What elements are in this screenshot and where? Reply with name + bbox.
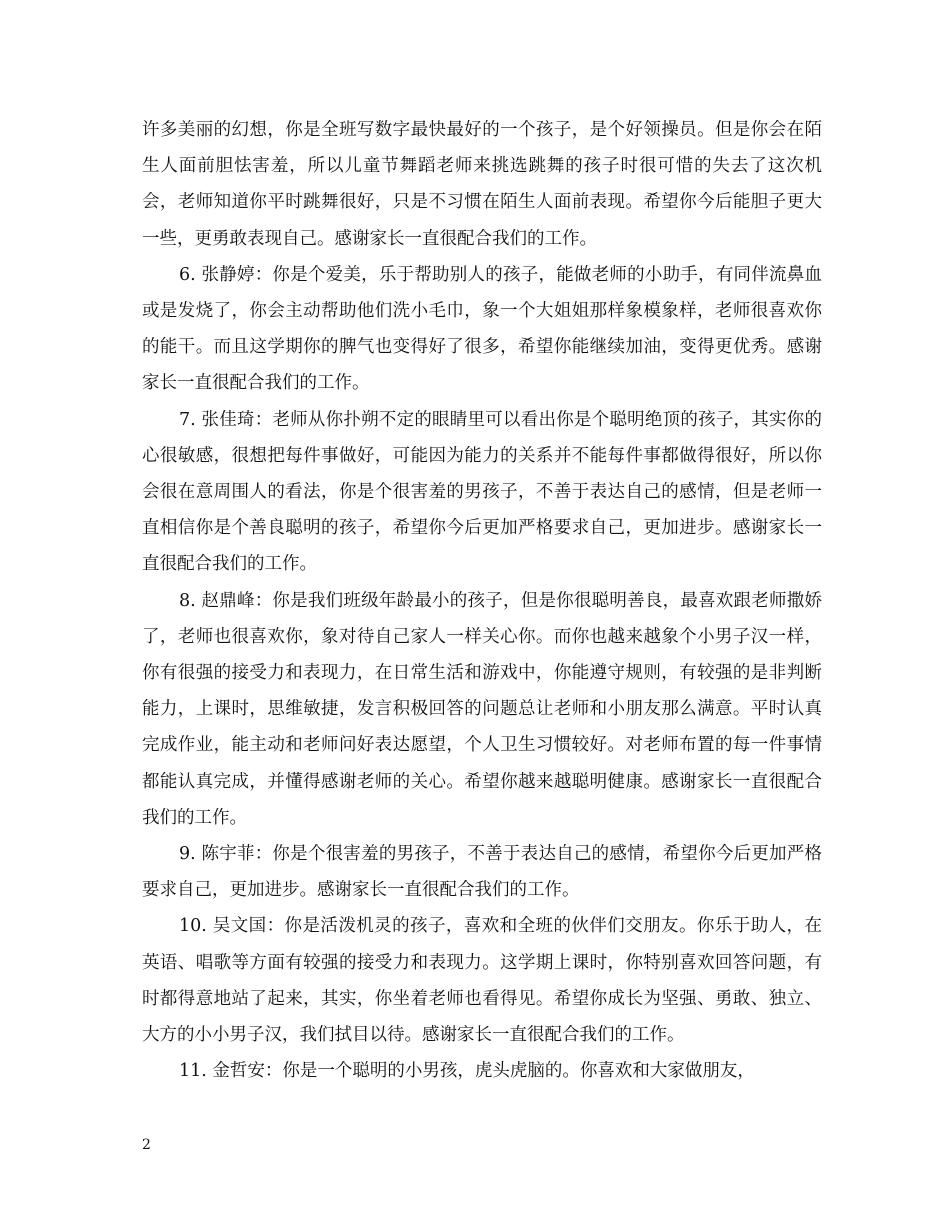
paragraph-comment-10: 10. 吴文国：你是活泼机灵的孩子，喜欢和全班的伙伴们交朋友。你乐于助人，在英语、唱歌等方面有较强的接受力和表现力。这学期上课时，你特别喜欢回答问题，有时都得意地站了起来，其实，你坐着老师也看得见。希望你成长为坚强、勇敢、独立、大方的小小男子汉，我们拭目以待。感谢家长一直很配合我们的工作。 <box>142 916 822 1046</box>
paragraph-comment-9: 9. 陈宇菲：你是个很害羞的男孩子，不善于表达自己的感情，希望你今后更加严格要求自己，更加进步。感谢家长一直很配合我们的工作。 <box>142 844 822 901</box>
body-text <box>142 112 822 1089</box>
paragraph-continuation: 许多美丽的幻想，你是全班写数字最快最好的一个孩子，是个好领操员。但是你会在陌生人面前胆怯害羞，所以儿童节舞蹈老师来挑选跳舞的孩子时很可惜的失去了这次机会，老师知道你平时跳舞很好，只是不习惯在陌生人面前表现。希望你今后能胆子更大一些，更勇敢表现自己。感谢家长一直很配合我们的工作。 <box>142 120 822 249</box>
paragraph-comment-11: 11. 金哲安：你是一个聪明的小男孩，虎头虎脑的。你喜欢和大家做朋友， <box>179 1061 755 1082</box>
paragraph-comment-7: 7. 张佳琦：老师从你扑朔不定的眼睛里可以看出你是个聪明绝顶的孩子，其实你的心很敏感，很想把每件事做好，可能因为能力的关系并不能每件事都做得很好，所以你会很在意周围人的看法，你是个很害羞的男孩子，不善于表达自己的感情，但是老师一直相信你是个善良聪明的孩子，希望你今后更加严格要求自己，更加进步。感谢家长一直很配合我们的工作。 <box>142 409 822 575</box>
paragraph-comment-6: 6. 张静婷：你是个爱美，乐于帮助别人的孩子，能做老师的小助手，有同伴流鼻血或是发烧了，你会主动帮助他们洗小毛巾，象一个大姐姐那样象模象样，老师很喜欢你的能干。而且这学期你的脾气也变得好了很多，希望你能继续加油，变得更优秀。感谢家长一直很配合我们的工作。 <box>142 264 822 394</box>
paragraph-comment-8: 8. 赵鼎峰：你是我们班级年龄最小的孩子，但是你很聪明善良，最喜欢跟老师撒娇了，老师也很喜欢你，象对待自己家人一样关心你。而你也越来越象个小男子汉一样，你有很强的接受力和表现力，在日常生活和游戏中，你能遵守规则，有较强的是非判断能力，上课时，思维敏捷，发言积极回答的问题总让老师和小朋友那么满意。平时认真完成作业，能主动和老师问好表达愿望，个人卫生习惯较好。对老师布置的每一件事情都能认真完成，并懂得感谢老师的关心。希望你越来越聪明健康。感谢家长一直很配合我们的工作。 <box>142 590 822 828</box>
page-number: 2 <box>142 1137 151 1153</box>
